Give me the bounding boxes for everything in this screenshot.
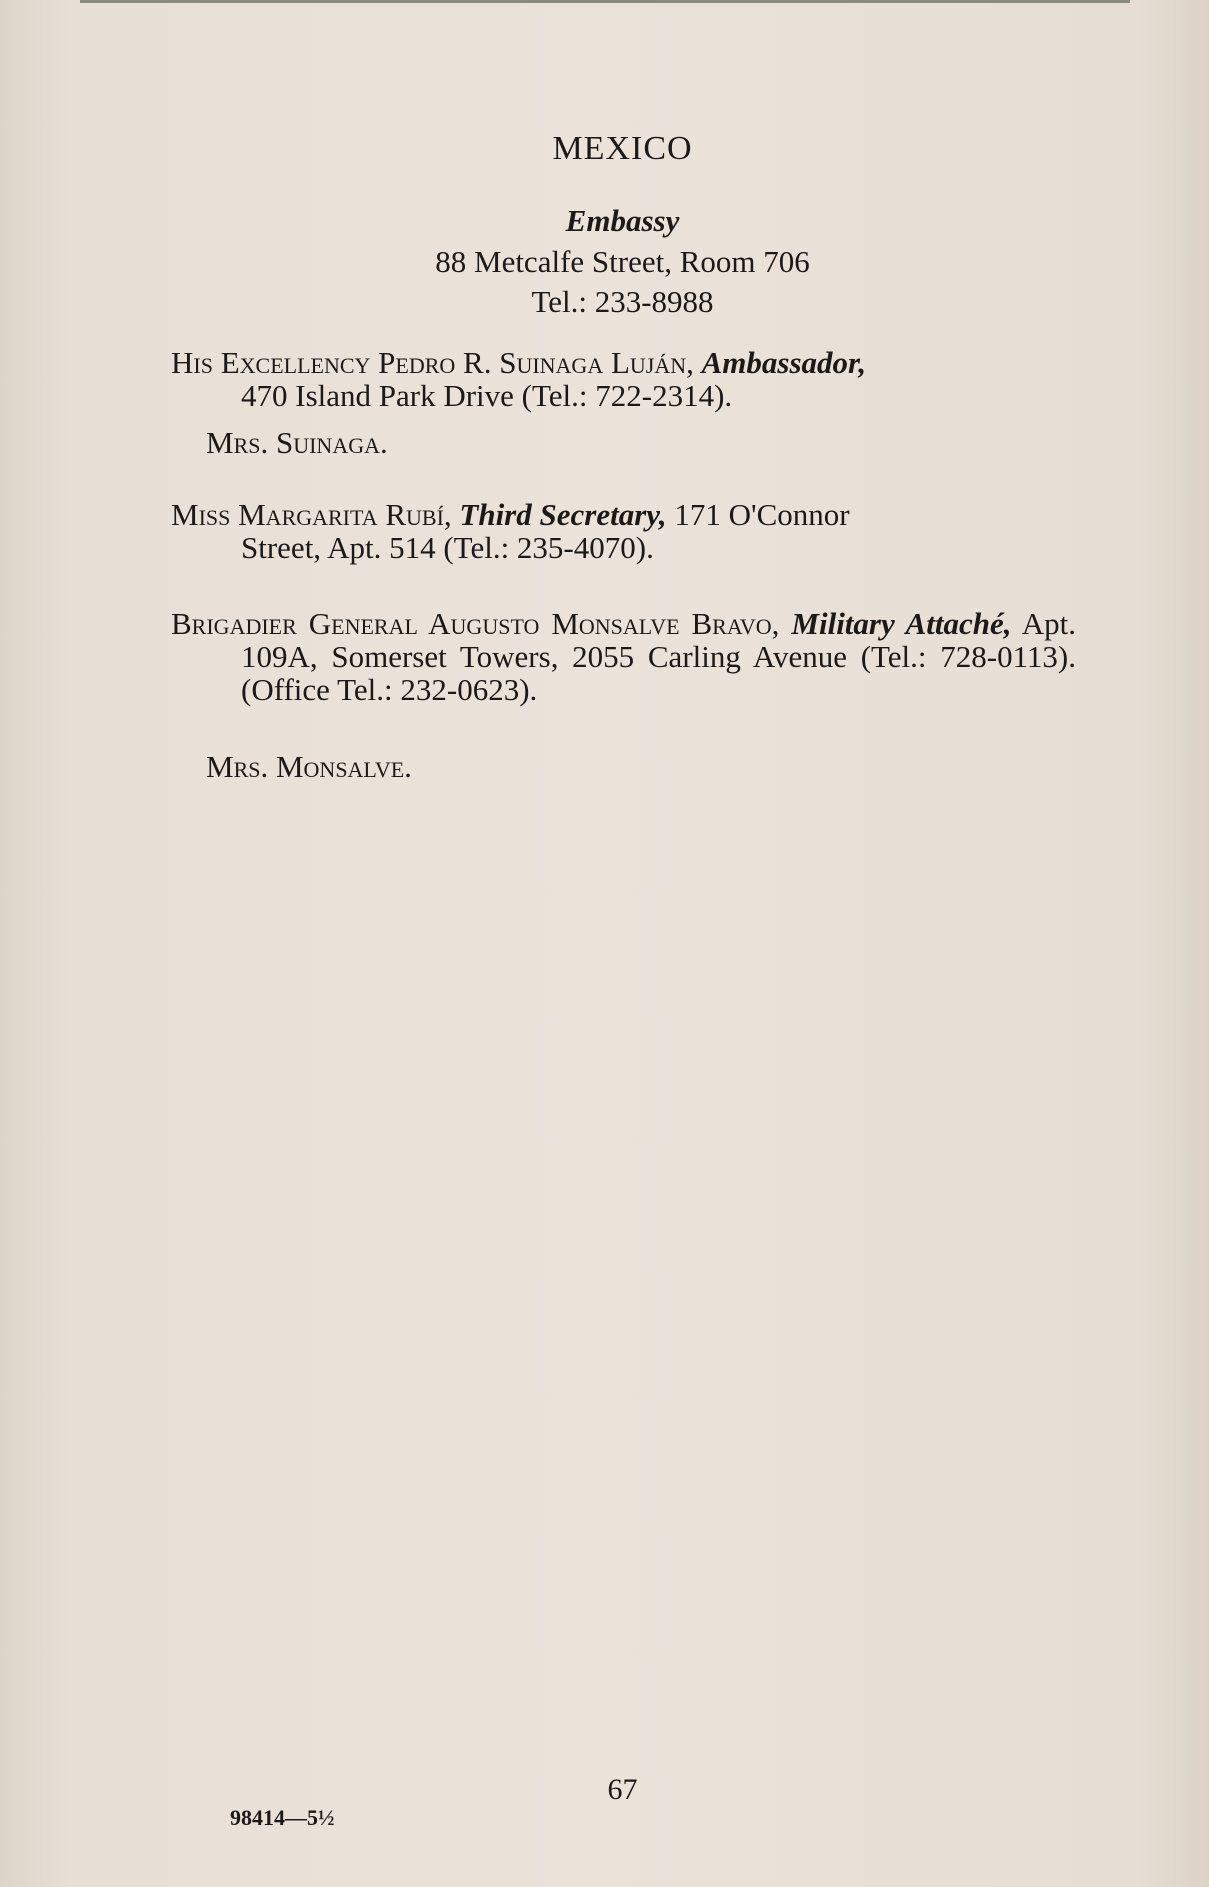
staff-entry-third-secretary: [171, 498, 1076, 564]
staff-name: Brigadier General Augusto Monsalve Bravo,: [171, 606, 780, 641]
spouse-name: Mrs. Monsalve.: [206, 749, 412, 784]
staff-title: Ambassador,: [701, 345, 867, 380]
mission-telephone: Tel.: 233-8988: [531, 284, 714, 319]
staff-details: Apt. 109A, Somerset Towers, 2055 Carling Avenue (Tel.: 728-0113). (Office Tel.: 232-0623).: [241, 606, 1076, 707]
mission-type: Embassy: [565, 203, 680, 238]
staff-name: His Excellency Pedro R. Suinaga Luján,: [171, 345, 694, 380]
spouse-name: Mrs. Suinaga.: [206, 425, 388, 460]
page-number: 67: [607, 1773, 638, 1806]
country-heading: MEXICO: [552, 130, 693, 167]
page-top-edge: [80, 0, 1130, 3]
staff-details: 470 Island Park Drive (Tel.: 722-2314).: [241, 378, 733, 413]
staff-name: Miss Margarita Rubí,: [171, 497, 452, 532]
print-code: 98414—5½: [230, 1805, 335, 1830]
staff-address-start: 171 O'Connor: [674, 497, 850, 532]
staff-details: Street, Apt. 514 (Tel.: 235-4070).: [241, 530, 654, 565]
staff-entry-military-attache: [171, 607, 1076, 706]
staff-entry-ambassador: [171, 346, 1076, 412]
staff-title: Third Secretary,: [459, 497, 667, 532]
staff-title: Military Attaché,: [791, 606, 1012, 641]
mission-address: 88 Metcalfe Street, Room 706: [435, 244, 810, 279]
